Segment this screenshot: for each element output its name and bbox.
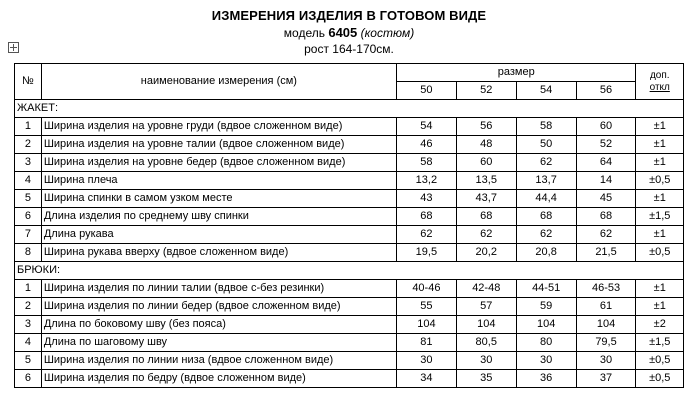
row-value-52: 43,7 xyxy=(456,190,516,208)
row-dop: ±0,5 xyxy=(636,352,684,370)
row-num: 2 xyxy=(15,298,42,316)
row-value-52: 68 xyxy=(456,208,516,226)
row-value-50: 34 xyxy=(396,370,456,388)
row-dop: ±1 xyxy=(636,136,684,154)
row-name: Ширина изделия по линии талии (вдвое с-без резинки) xyxy=(41,280,396,298)
row-num: 6 xyxy=(15,370,42,388)
header-name: наименование измерения (см) xyxy=(41,64,396,100)
header-dop-line1: доп. xyxy=(649,69,670,81)
model-number: 6405 xyxy=(328,25,358,40)
row-name: Ширина изделия на уровне бедер (вдвое сложенном виде) xyxy=(41,154,396,172)
row-dop: ±1 xyxy=(636,154,684,172)
row-value-56: 37 xyxy=(576,370,636,388)
row-value-52: 80,5 xyxy=(456,334,516,352)
row-num: 2 xyxy=(15,136,42,154)
row-name: Ширина изделия по линии низа (вдвое сложенном виде) xyxy=(41,352,396,370)
header-num: № xyxy=(15,64,42,100)
row-value-54: 62 xyxy=(516,154,576,172)
row-value-56: 61 xyxy=(576,298,636,316)
row-value-50: 104 xyxy=(396,316,456,334)
height-line: рост 164-170см. xyxy=(304,42,394,56)
row-value-54: 68 xyxy=(516,208,576,226)
row-value-52: 20,2 xyxy=(456,244,516,262)
row-value-56: 68 xyxy=(576,208,636,226)
row-dop: ±1 xyxy=(636,190,684,208)
row-value-52: 48 xyxy=(456,136,516,154)
table-row xyxy=(15,190,684,208)
header-size-52: 52 xyxy=(456,82,516,100)
row-value-52: 35 xyxy=(456,370,516,388)
page-title: ИЗМЕРЕНИЯ ИЗДЕЛИЯ В ГОТОВОМ ВИДЕ xyxy=(211,8,487,23)
row-value-54: 30 xyxy=(516,352,576,370)
row-name: Длина изделия по среднему шву спинки xyxy=(41,208,396,226)
row-value-52: 62 xyxy=(456,226,516,244)
section-header-jacket xyxy=(15,100,684,118)
row-value-56: 30 xyxy=(576,352,636,370)
row-value-56: 45 xyxy=(576,190,636,208)
row-dop: ±1,5 xyxy=(636,334,684,352)
row-value-56: 60 xyxy=(576,118,636,136)
row-value-54: 44-51 xyxy=(516,280,576,298)
row-value-56: 46-53 xyxy=(576,280,636,298)
row-value-54: 13,7 xyxy=(516,172,576,190)
header-dop xyxy=(636,64,684,100)
row-num: 3 xyxy=(15,316,42,334)
row-value-54: 36 xyxy=(516,370,576,388)
table-row xyxy=(15,280,684,298)
crop-mark-icon xyxy=(8,42,19,53)
model-label: модель xyxy=(283,26,325,40)
row-value-54: 58 xyxy=(516,118,576,136)
row-value-52: 60 xyxy=(456,154,516,172)
row-dop: ±1,5 xyxy=(636,208,684,226)
row-value-56: 62 xyxy=(576,226,636,244)
row-value-56: 104 xyxy=(576,316,636,334)
row-num: 1 xyxy=(15,118,42,136)
model-kind: (костюм) xyxy=(360,26,415,40)
row-num: 7 xyxy=(15,226,42,244)
model-line xyxy=(0,25,698,41)
row-value-50: 19,5 xyxy=(396,244,456,262)
row-value-54: 59 xyxy=(516,298,576,316)
row-dop: ±1 xyxy=(636,226,684,244)
row-num: 5 xyxy=(15,352,42,370)
row-value-54: 44,4 xyxy=(516,190,576,208)
table-row xyxy=(15,136,684,154)
row-value-50: 58 xyxy=(396,154,456,172)
row-name: Ширина спинки в самом узком месте xyxy=(41,190,396,208)
row-value-56: 52 xyxy=(576,136,636,154)
row-value-50: 30 xyxy=(396,352,456,370)
table-row xyxy=(15,172,684,190)
row-dop: ±0,5 xyxy=(636,172,684,190)
row-name: Ширина изделия по линии бедер (вдвое сложенном виде) xyxy=(41,298,396,316)
table-row xyxy=(15,154,684,172)
row-dop: ±1 xyxy=(636,298,684,316)
row-num: 4 xyxy=(15,172,42,190)
row-value-52: 56 xyxy=(456,118,516,136)
row-name: Длина рукава xyxy=(41,226,396,244)
row-name: Длина по боковому шву (без пояса) xyxy=(41,316,396,334)
row-value-50: 13,2 xyxy=(396,172,456,190)
row-num: 3 xyxy=(15,154,42,172)
row-name: Ширина изделия по бедру (вдвое сложенном виде) xyxy=(41,370,396,388)
row-value-50: 40-46 xyxy=(396,280,456,298)
row-name: Длина по шаговому шву xyxy=(41,334,396,352)
row-name: Ширина изделия на уровне талии (вдвое сложенном виде) xyxy=(41,136,396,154)
header-size-56: 56 xyxy=(576,82,636,100)
row-dop: ±0,5 xyxy=(636,370,684,388)
row-name: Ширина плеча xyxy=(41,172,396,190)
table-row xyxy=(15,244,684,262)
table-row xyxy=(15,118,684,136)
section-header-trousers xyxy=(15,262,684,280)
row-dop: ±1 xyxy=(636,280,684,298)
row-value-56: 21,5 xyxy=(576,244,636,262)
row-value-50: 62 xyxy=(396,226,456,244)
section-label: ЖАКЕТ: xyxy=(15,100,684,118)
row-num: 6 xyxy=(15,208,42,226)
row-name: Ширина изделия на уровне груди (вдвое сложенном виде) xyxy=(41,118,396,136)
row-num: 4 xyxy=(15,334,42,352)
table-row xyxy=(15,208,684,226)
table-row xyxy=(15,352,684,370)
row-value-56: 79,5 xyxy=(576,334,636,352)
row-value-54: 62 xyxy=(516,226,576,244)
row-value-54: 50 xyxy=(516,136,576,154)
measurements-table xyxy=(14,63,684,388)
row-value-54: 80 xyxy=(516,334,576,352)
header-size-54: 54 xyxy=(516,82,576,100)
row-dop: ±2 xyxy=(636,316,684,334)
document-header xyxy=(0,0,698,57)
row-dop: ±0,5 xyxy=(636,244,684,262)
row-value-50: 55 xyxy=(396,298,456,316)
row-value-50: 46 xyxy=(396,136,456,154)
row-value-50: 81 xyxy=(396,334,456,352)
row-value-56: 14 xyxy=(576,172,636,190)
table-row xyxy=(15,226,684,244)
row-value-54: 104 xyxy=(516,316,576,334)
row-num: 1 xyxy=(15,280,42,298)
row-value-50: 43 xyxy=(396,190,456,208)
row-value-54: 20,8 xyxy=(516,244,576,262)
header-size-50: 50 xyxy=(396,82,456,100)
table-header-row-1 xyxy=(15,64,684,82)
row-value-52: 13,5 xyxy=(456,172,516,190)
row-value-52: 30 xyxy=(456,352,516,370)
row-num: 8 xyxy=(15,244,42,262)
row-value-52: 42-48 xyxy=(456,280,516,298)
row-value-56: 64 xyxy=(576,154,636,172)
table-row xyxy=(15,316,684,334)
row-value-52: 104 xyxy=(456,316,516,334)
row-num: 5 xyxy=(15,190,42,208)
row-value-50: 54 xyxy=(396,118,456,136)
header-size-group: размер xyxy=(396,64,636,82)
row-value-50: 68 xyxy=(396,208,456,226)
row-name: Ширина рукава вверху (вдвое сложенном виде) xyxy=(41,244,396,262)
table-row xyxy=(15,370,684,388)
table-row xyxy=(15,334,684,352)
table-row xyxy=(15,298,684,316)
section-label: БРЮКИ: xyxy=(15,262,684,280)
header-dop-line2: откл xyxy=(649,81,670,93)
row-value-52: 57 xyxy=(456,298,516,316)
row-dop: ±1 xyxy=(636,118,684,136)
